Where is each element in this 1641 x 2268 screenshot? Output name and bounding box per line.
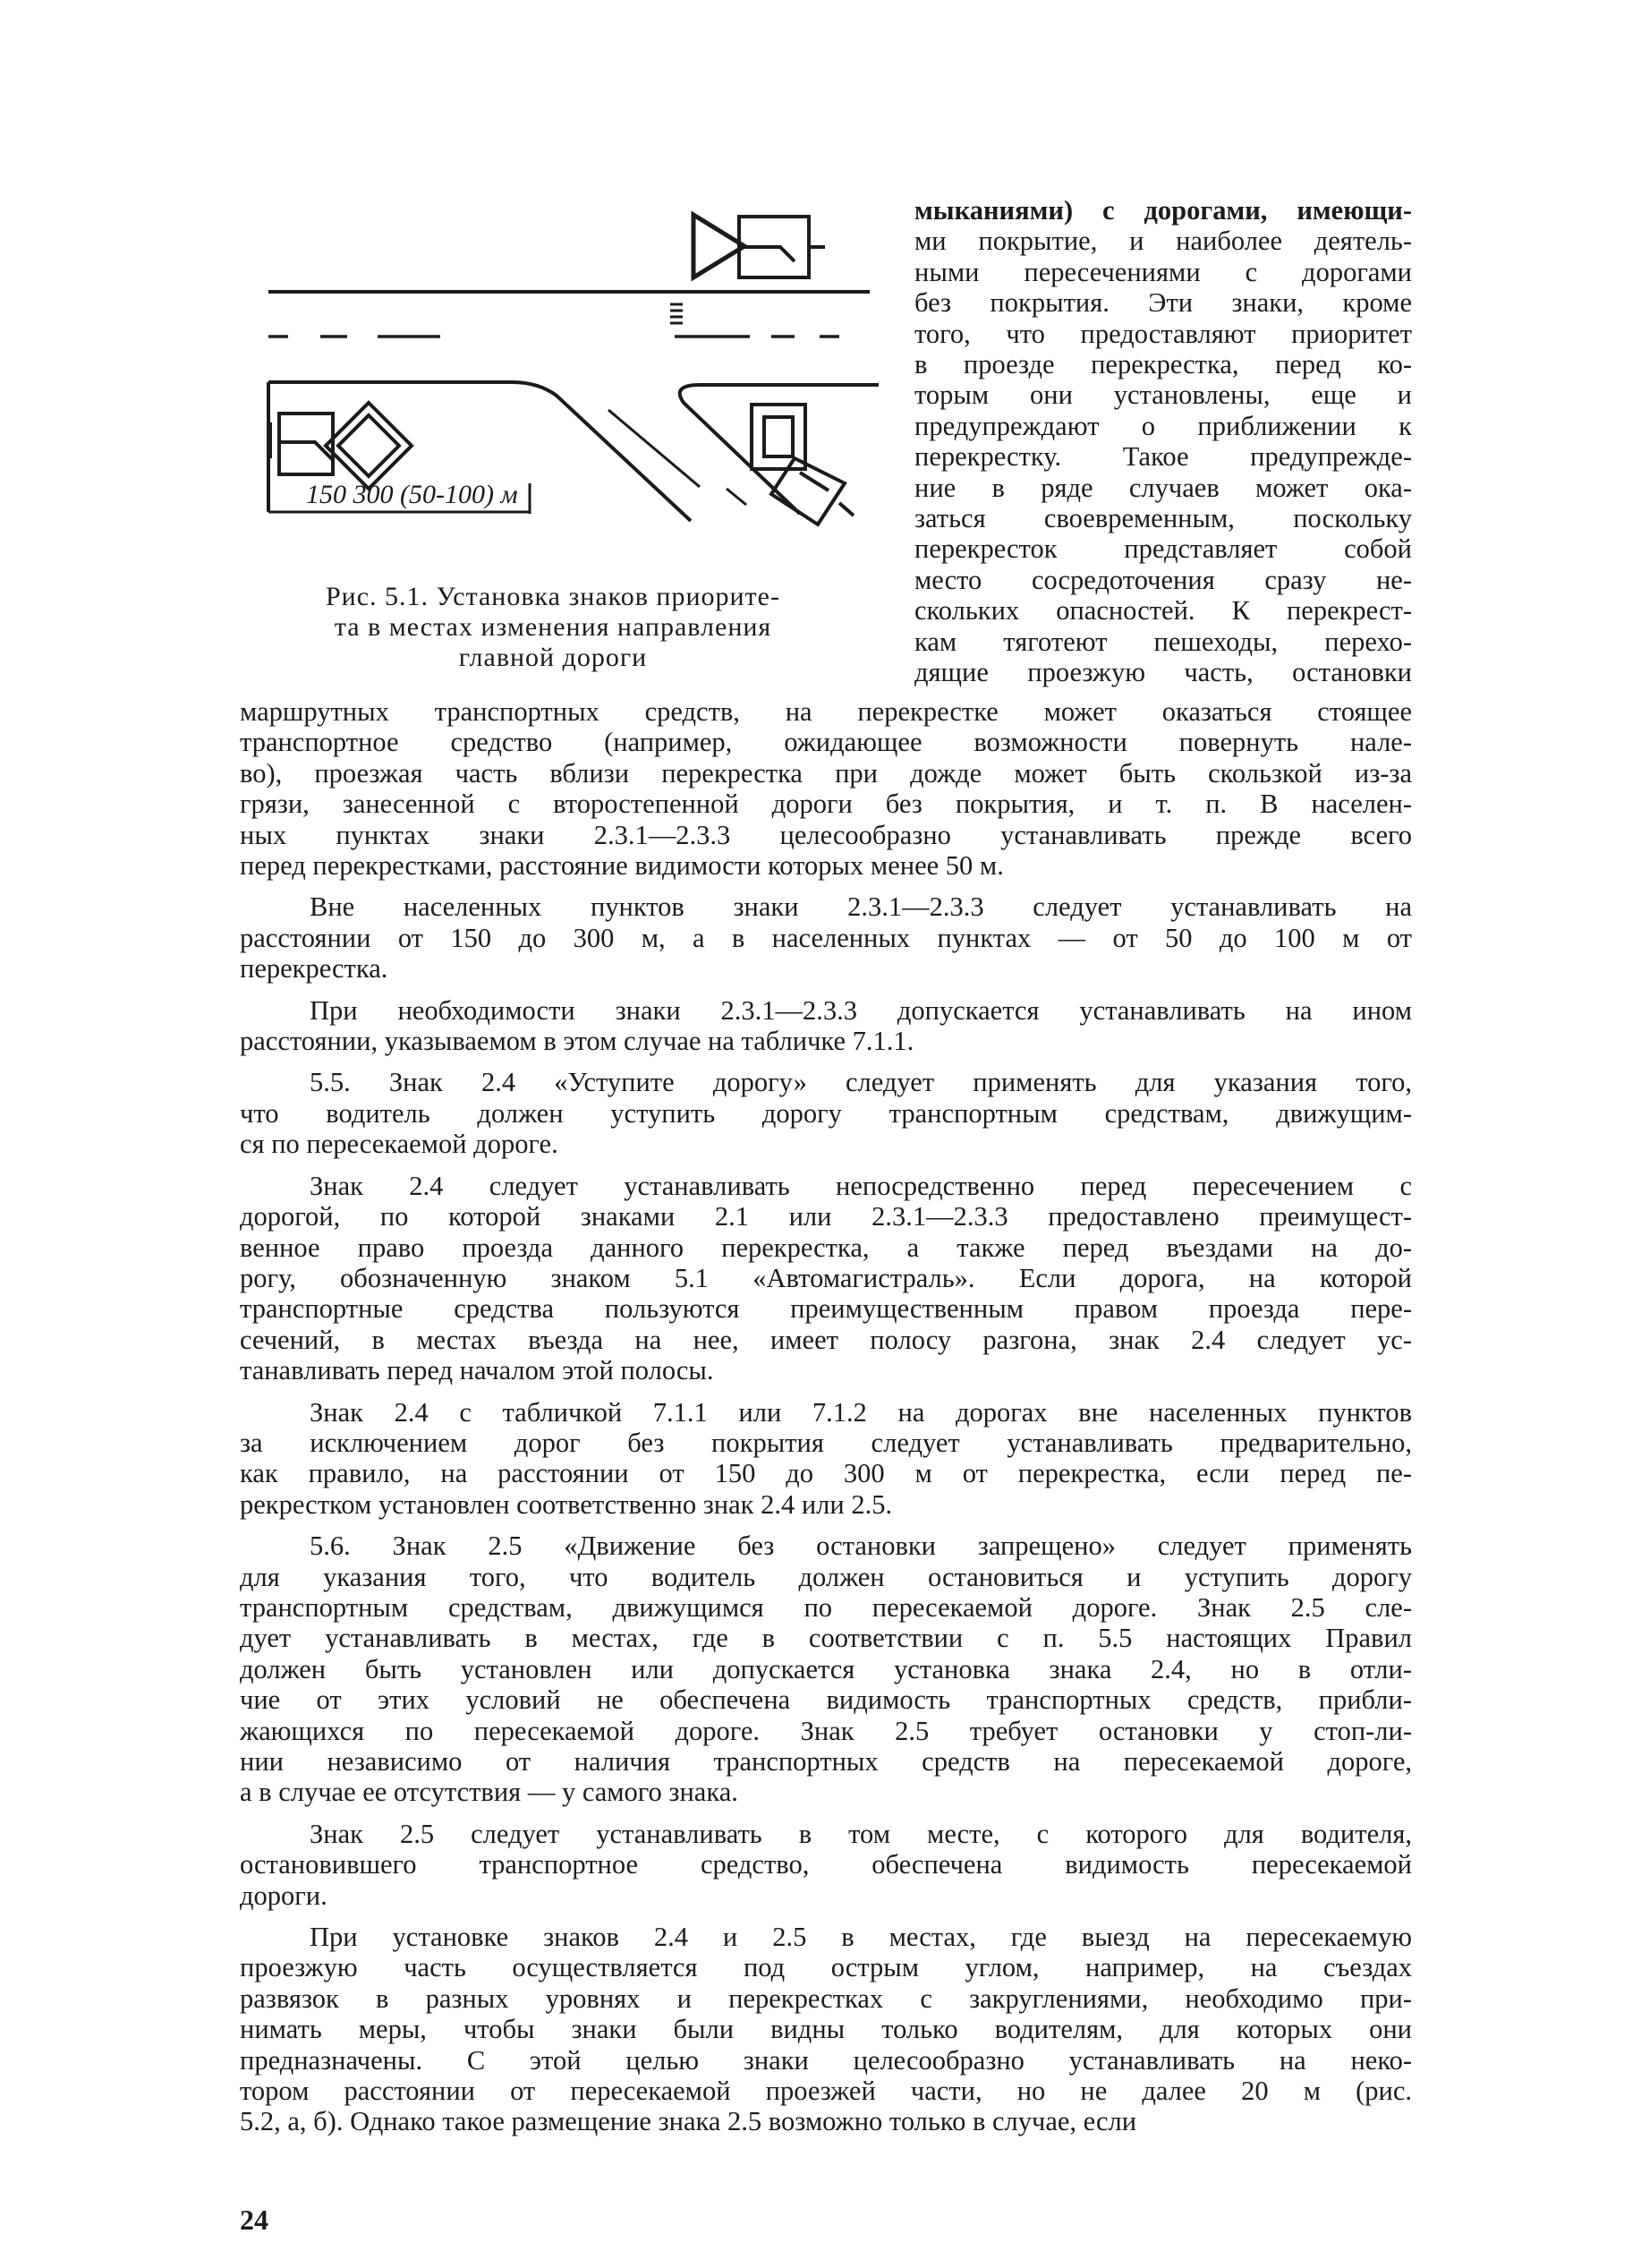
text-line: нимать меры, чтобы знаки были видны только водителям, для которых они [240, 2014, 1412, 2045]
distance-label: 150 300 (50-100) м [306, 480, 518, 509]
text-line: 5.6. Знак 2.5 «Движение без остановки запрещено» следует применять [310, 1530, 1412, 1562]
text-line: ми покрытие, и наиболее деятель- [914, 226, 1412, 257]
text-line: Вне населенных пунктов знаки 2.3.1—2.3.3 следует устанавливать на [310, 891, 1412, 923]
text-line: венное право проезда данного перекрестка, а также перед въездами на до- [240, 1232, 1412, 1263]
text-line: нии независимо от наличия транспортных средств на пересекаемой дороге, [240, 1746, 1412, 1777]
text-line: заться своевременным, поскольку [914, 503, 1412, 534]
text-line: 5.2, а, б). Однако такое размещение знака 2.5 возможно только в случае, если [240, 2106, 1137, 2137]
text-line: для указания того, что водитель должен остановиться и уступить дорогу [240, 1561, 1412, 1592]
figure-caption [240, 582, 866, 673]
paragraph [240, 1530, 1412, 1808]
figure-5-1 [252, 199, 897, 548]
text-line: в проезде перекрестка, перед ко- [914, 349, 1412, 380]
text-line: транспортное средство (например, ожидающее возможности повернуть нале- [240, 727, 1412, 758]
text-line: транспортные средства пользуются преимущественным правом проезда пере- [240, 1293, 1412, 1325]
text-line: чие от этих условий не обеспечена видимость транспортных средств, прибли- [240, 1684, 1412, 1716]
text-line: место сосредоточения сразу не- [914, 564, 1412, 595]
lane-mark-diagonal-2 [727, 489, 746, 505]
text-line: кам тяготеют пешеходы, перехо- [914, 626, 1412, 657]
text-line: сечений, в местах въезда на нее, имеет полосу разгона, знак 2.4 следует ус- [240, 1324, 1412, 1355]
text-line: транспортным средствам, движущимся по пересекаемой дороге. Знак 2.5 сле- [240, 1591, 1412, 1623]
text-line: дящие проезжую часть, остановки [914, 657, 1412, 688]
text-line: проезжую часть осуществляется под острым углом, например, на съездах [240, 1952, 1412, 1983]
text-line: перекресток представляет собой [914, 533, 1412, 565]
main-road-diamond-sign-icon [326, 403, 412, 489]
text-line: рекрестком установлен соответственно знак 2.4 или 2.5. [240, 1488, 893, 1520]
text-line: расстоянии, указываемом в этом случае на табличке 7.1.1. [240, 1026, 914, 1057]
paragraph [240, 1171, 1412, 1386]
text-line: должен быть установлен или допускается установка знака 2.4, но в отли- [240, 1653, 1412, 1684]
text-line: дороги. [240, 1880, 327, 1911]
text-line: дует устанавливать в местах, где в соответствии с п. 5.5 настоящих Правил [240, 1623, 1412, 1654]
text-line: что водитель должен уступить дорогу транспортным средствам, движущим- [240, 1097, 1412, 1129]
text-line: рогу, обозначенную знаком 5.1 «Автомагистраль». Если дорога, на которой [240, 1262, 1412, 1293]
text-line: ных пунктах знаки 2.3.1—2.3.3 целесообразно устанавливать прежде всего [240, 819, 1412, 850]
paragraph [240, 995, 1412, 1057]
caption-line: главной дороги [458, 643, 648, 672]
text-line: за исключением дорог без покрытия следует устанавливать предварительно, [240, 1427, 1412, 1458]
yield-triangle-sign-icon [693, 215, 744, 277]
text-line: скольких опасностей. К перекрест- [914, 595, 1412, 627]
paragraph [240, 891, 1412, 984]
lane-mark-diagonal [608, 410, 700, 487]
paragraph [240, 1397, 1412, 1521]
text-line: При необходимости знаки 2.3.1—2.3.3 допускается устанавливать на ином [310, 994, 1412, 1026]
text-line: ся по пересекаемой дороге. [240, 1129, 558, 1160]
caption-line: та в местах изменения направления [334, 612, 772, 642]
paragraph [240, 1819, 1412, 1911]
road-diagram [252, 199, 897, 548]
text-line: Знак 2.4 следует устанавливать непосредственно перед пересечением с [310, 1170, 1412, 1201]
text-line: перед перекрестками, расстояние видимости которых менее 50 м. [240, 850, 1004, 882]
main-road-direction-plate-icon [739, 217, 825, 277]
text-line: без покрытия. Эти знаки, кроме [914, 287, 1412, 319]
text-line: дорогой, по которой знаками 2.1 или 2.3.1—2.3.3 предоставлено преимущест- [240, 1201, 1412, 1232]
text-line: того, что предоставляют приоритет [914, 318, 1412, 349]
text-line: предназначены. С этой целью знаки целесообразно устанавливать на неко- [240, 2044, 1412, 2076]
text-line: жающихся по пересекаемой дороге. Знак 2.5 требует остановки у стоп-ли- [240, 1715, 1412, 1746]
lane-arrow-icon [670, 304, 683, 323]
text-line: во), проезжая часть вблизи перекрестка при дожде может быть скользкой из-за [240, 757, 1412, 789]
text-line: Знак 2.4 с табличкой 7.1.1 или 7.1.2 на дорогах вне населенных пунктов [310, 1396, 1412, 1428]
page-number: 24 [240, 2204, 268, 2236]
paragraph [240, 1922, 1412, 2137]
text-line: Знак 2.5 следует устанавливать в том месте, с которого для водителя, [310, 1818, 1412, 1849]
text-line: грязи, занесенной с второстепенной дороги без покрытия, и т. п. В населен- [240, 789, 1412, 820]
text-line: предупреждают о приближении к [914, 410, 1412, 441]
paragraph [240, 696, 1412, 881]
text-line: как правило, на расстоянии от 150 до 300 м от перекрестка, если перед пе- [240, 1458, 1412, 1489]
text-line: танавливать перед началом этой полосы. [240, 1355, 714, 1386]
text-line: 5.5. Знак 2.4 «Уступите дорогу» следует применять для указания того, [310, 1067, 1412, 1098]
text-line: При установке знаков 2.4 и 2.5 в местах, где выезд на пересекаемую [310, 1922, 1412, 1953]
text-line: торым они установлены, еще и [914, 379, 1412, 411]
text-line: перекрестка. [240, 953, 388, 985]
text-line: ными пересечениями с дорогами [914, 256, 1412, 287]
caption-line: Рис. 5.1. Установка знаков приорите- [326, 582, 780, 611]
text-line: расстоянии от 150 до 300 м, а в населенных пунктах — от 50 до 100 м от [240, 922, 1412, 953]
paragraph [240, 1067, 1412, 1159]
text-line: а в случае ее отсутствия — у самого знака. [240, 1777, 738, 1808]
text-line: мыканиями) с дорогами, имеющи- [914, 195, 1412, 226]
text-line: развязок в разных уровнях и перекрестках с закруглениями, необходимо при- [240, 1982, 1412, 2014]
main-road-plate-left-icon [270, 414, 333, 474]
text-line: перекрестку. Такое предупрежде- [914, 441, 1412, 473]
right-column-text [914, 195, 1412, 688]
text-line: ние в ряде случаев может ока- [914, 472, 1412, 503]
text-line: остановившего транспортное средство, обеспечена видимость пересекаемой [240, 1849, 1412, 1880]
main-body-text [240, 696, 1412, 2148]
text-line: маршрутных транспортных средств, на перекрестке может оказаться стоящее [240, 696, 1412, 727]
text-line: тором расстоянии от пересекаемой проезжей части, но не далее 20 м (рис. [240, 2076, 1412, 2107]
